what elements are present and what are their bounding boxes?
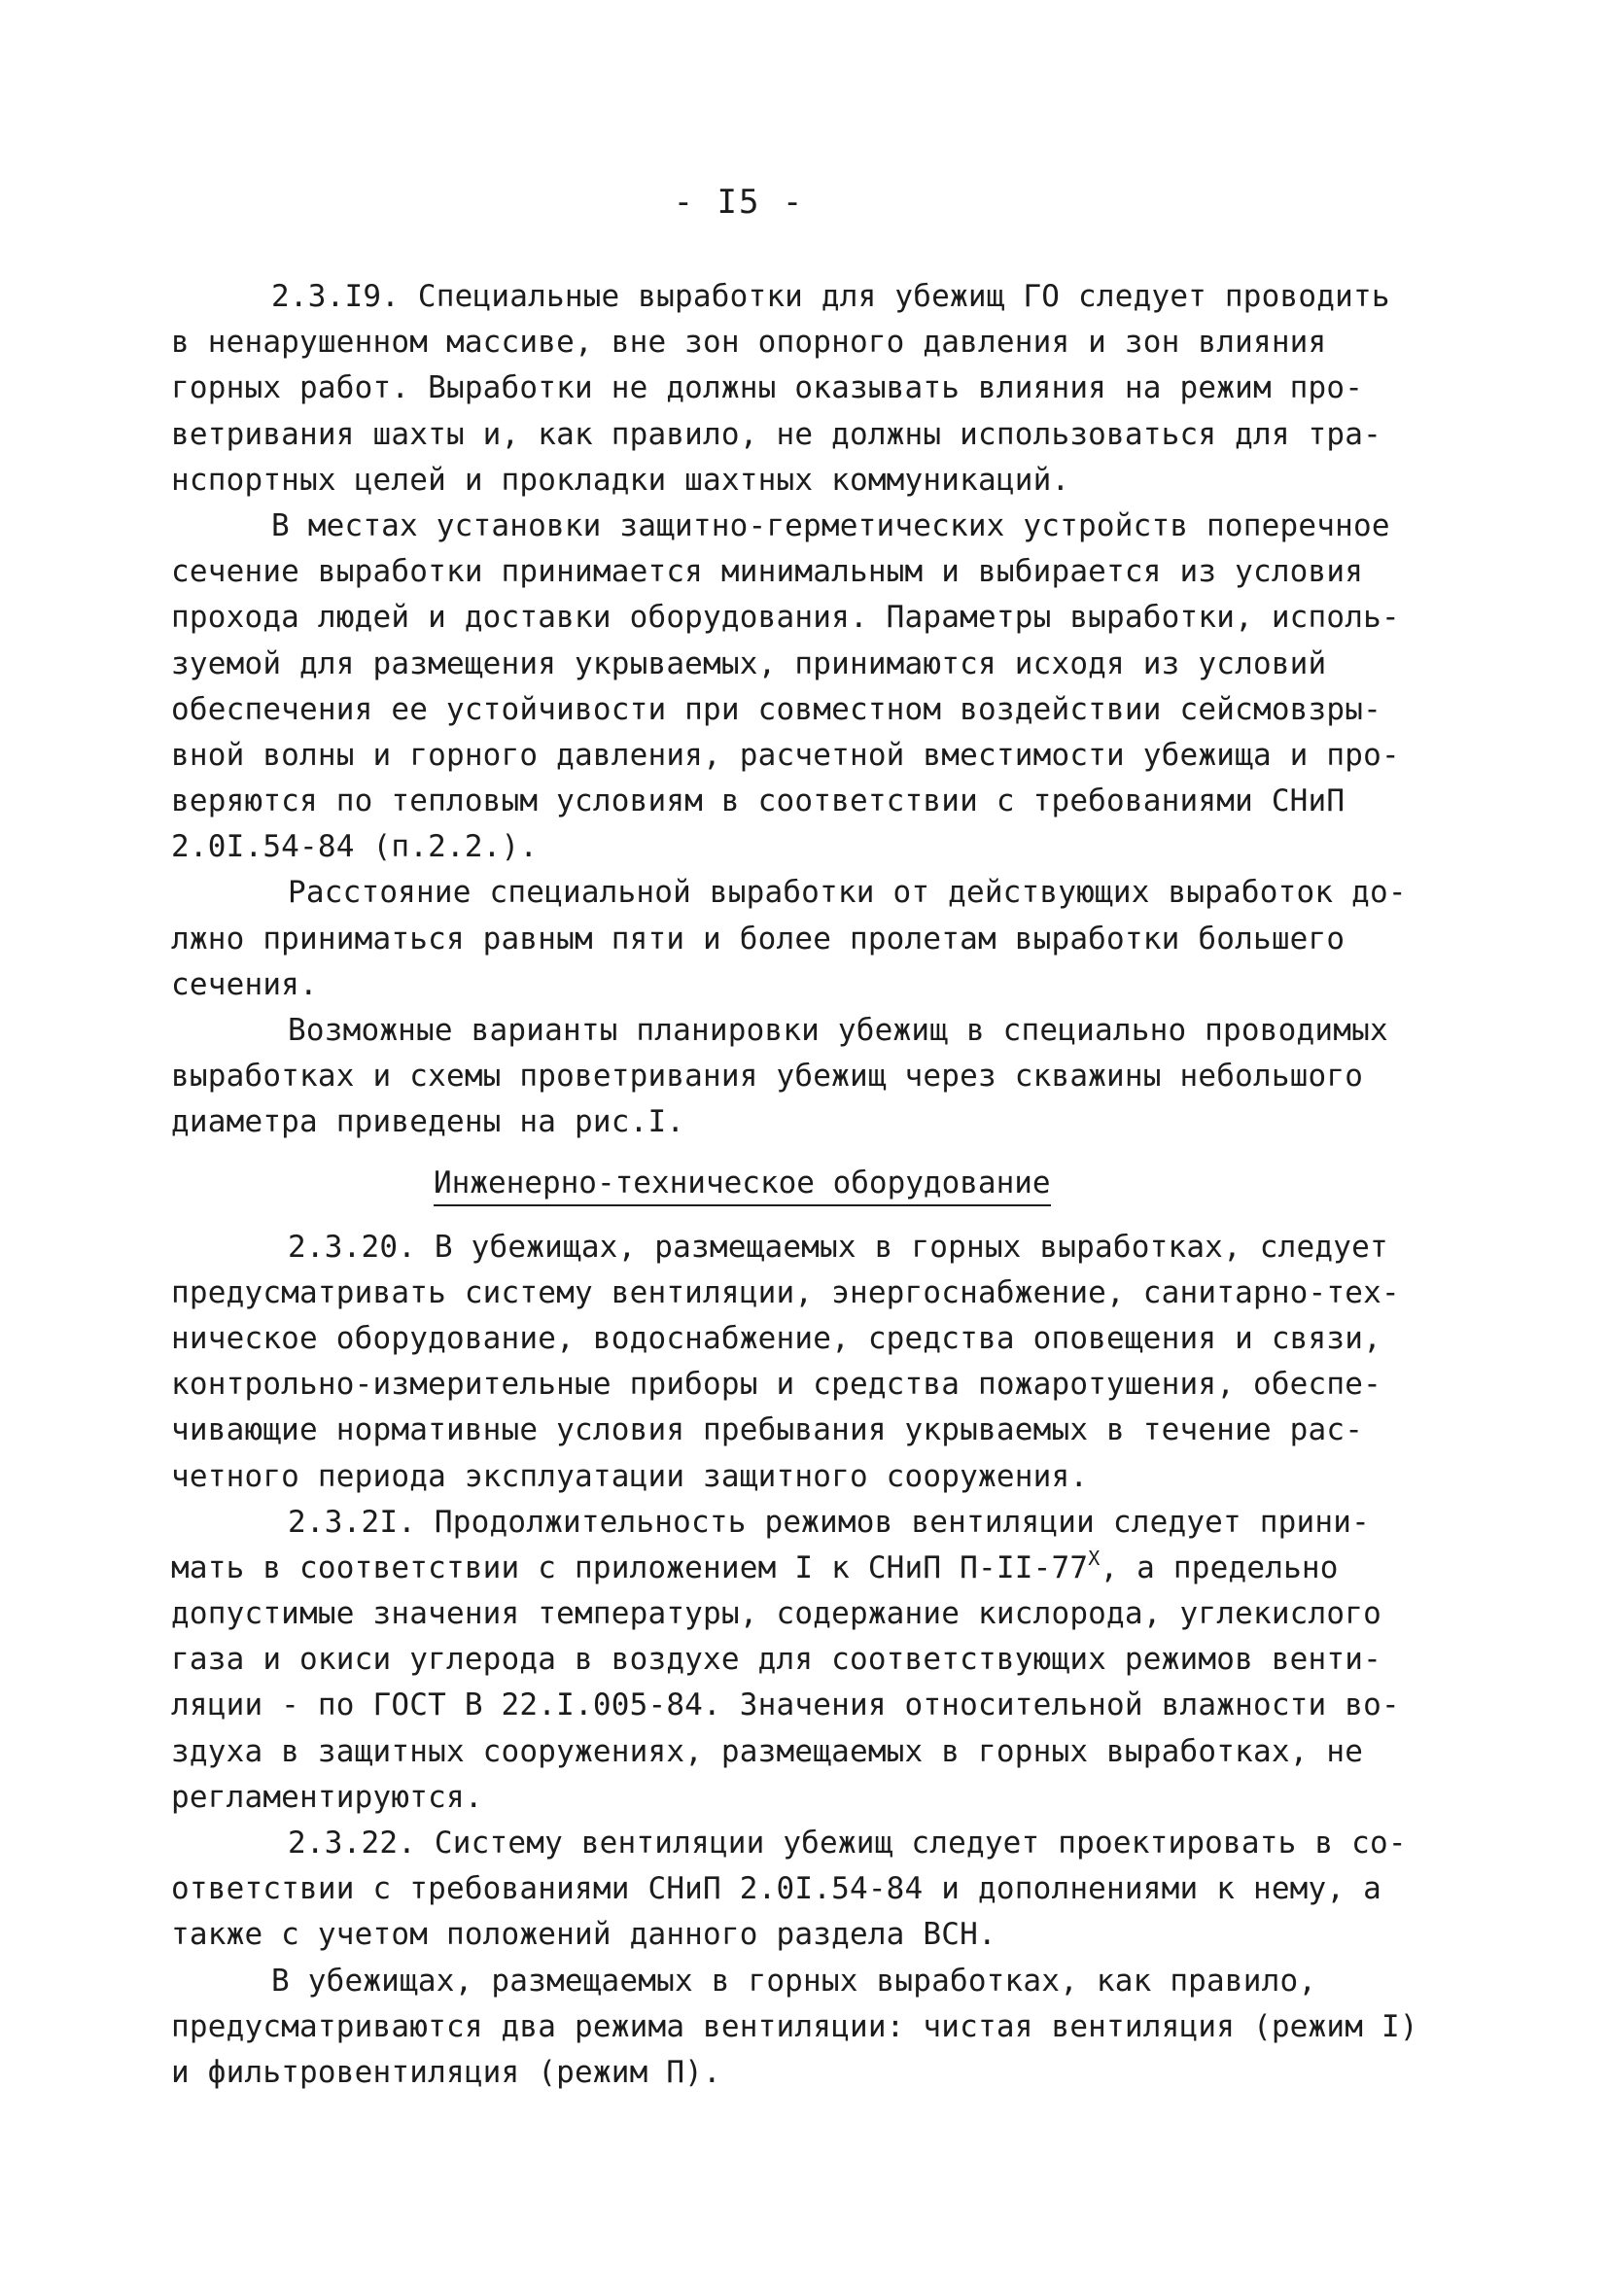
text-line: 2.3.20. В убежищах, размещаемых в горных выработках, следует (288, 1229, 1388, 1265)
section-heading-wrap (171, 1146, 1464, 1225)
paragraph-layout-options (171, 1008, 1464, 1146)
text-line: зуемой для размещения укрываемых, принимаются исходя из условий (171, 645, 1327, 681)
text-line: чивающие нормативные условия пребывания укрываемых в течение рас- (171, 1412, 1364, 1448)
text-line: вной волны и горного давления, расчетной вместимости убежища и про- (171, 737, 1400, 773)
text-line: выработках и схемы проветривания убежищ через скважины небольшого (171, 1059, 1364, 1095)
text-line: В убежищах, размещаемых в горных выработках, как правило, (271, 1963, 1317, 1999)
text-line: газа и окиси углерода в воздухе для соответствующих режимов венти- (171, 1642, 1381, 1678)
text-line: ляции - по ГОСТ В 22.I.005-84. Значения относительной влажности во- (171, 1687, 1400, 1723)
text-line: ответствии с требованиями СНиП 2.0I.54-84 и дополнениями к нему, а (171, 1871, 1381, 1907)
paragraph-2-3-22 (171, 1821, 1464, 1959)
text-line: предусматривать систему вентиляции, энергоснабжение, санитарно-тех- (171, 1274, 1400, 1310)
section-heading: Инженерно-техническое оборудование (434, 1164, 1051, 1206)
text-segment: , а предельно (1100, 1549, 1339, 1585)
paragraph-distance (171, 870, 1464, 1008)
text-line: 2.3.22. Систему вентиляции убежищ следует проектировать в со- (288, 1826, 1407, 1861)
text-line: здуха в защитных сооружениях, размещаемых в горных выработках, не (171, 1733, 1364, 1769)
text-line: регламентируются. (171, 1779, 483, 1815)
text-line: также с учетом положений данного раздела ВСН. (171, 1917, 996, 1953)
paragraph-2-3-19 (171, 274, 1464, 504)
text-line: контрольно-измерительные приборы и средства пожаротушения, обеспе- (171, 1367, 1381, 1403)
text-line-with-superscript (171, 1546, 1464, 1591)
body-text (171, 274, 1464, 2096)
paragraph-ventilation-modes (171, 1959, 1464, 2097)
text-line: прохода людей и доставки оборудования. Параметры выработки, исполь- (171, 600, 1400, 636)
paragraph-2-3-21 (171, 1500, 1464, 1821)
text-line: горных работ. Выработки не должны оказывать влияния на режим про- (171, 370, 1364, 406)
text-line: сечения. (171, 966, 318, 1002)
text-line: 2.3.I9. Специальные выработки для убежищ ГО следует проводить (271, 279, 1390, 314)
paragraph-2-3-20 (171, 1225, 1464, 1500)
text-line: допустимые значения температуры, содержание кислорода, углекислого (171, 1596, 1381, 1632)
text-line: нспортных целей и прокладки шахтных коммуникаций. (171, 462, 1070, 498)
text-line: веряются по тепловым условиям в соответствии с требованиями СНиП (171, 783, 1346, 819)
text-line: Возможные варианты планировки убежищ в специально проводимых (288, 1013, 1388, 1048)
text-line: 2.0I.54-84 (п.2.2.). (171, 829, 539, 865)
text-line: обеспечения ее устойчивости при совместном воздействии сейсмовзры- (171, 691, 1381, 727)
text-line: ветривания шахты и, как правило, не должны использоваться для тра- (171, 416, 1381, 452)
text-line: четного периода эксплуатации защитного сооружения. (171, 1458, 1089, 1494)
text-segment: мать в соответствии с приложением I к СНиП П-II-77 (171, 1549, 1089, 1585)
text-line: ническое оборудование, водоснабжение, средства оповещения и связи, (171, 1320, 1381, 1356)
text-line: предусматриваются два режима вентиляции: чистая вентиляция (режим I) (171, 2008, 1418, 2044)
text-line: лжно приниматься равным пяти и более пролетам выработки большего (171, 921, 1346, 957)
text-line: и фильтровентиляция (режим П). (171, 2054, 721, 2090)
text-line: 2.3.2I. Продолжительность режимов вентиляции следует прини- (288, 1504, 1370, 1540)
text-line: в ненарушенном массиве, вне зон опорного давления и зон влияния (171, 325, 1327, 361)
text-line: В местах установки защитно-герметических устройств поперечное (271, 507, 1390, 543)
superscript: Х (1088, 1546, 1101, 1570)
text-line: Расстояние специальной выработки от действующих выработок до- (288, 875, 1407, 911)
text-line: сечение выработки принимается минимальным и выбирается из условия (171, 554, 1364, 590)
text-line: диаметра приведены на рис.I. (171, 1104, 685, 1140)
paragraph-cross-section (171, 504, 1464, 871)
page-number: - I5 - (673, 183, 805, 222)
